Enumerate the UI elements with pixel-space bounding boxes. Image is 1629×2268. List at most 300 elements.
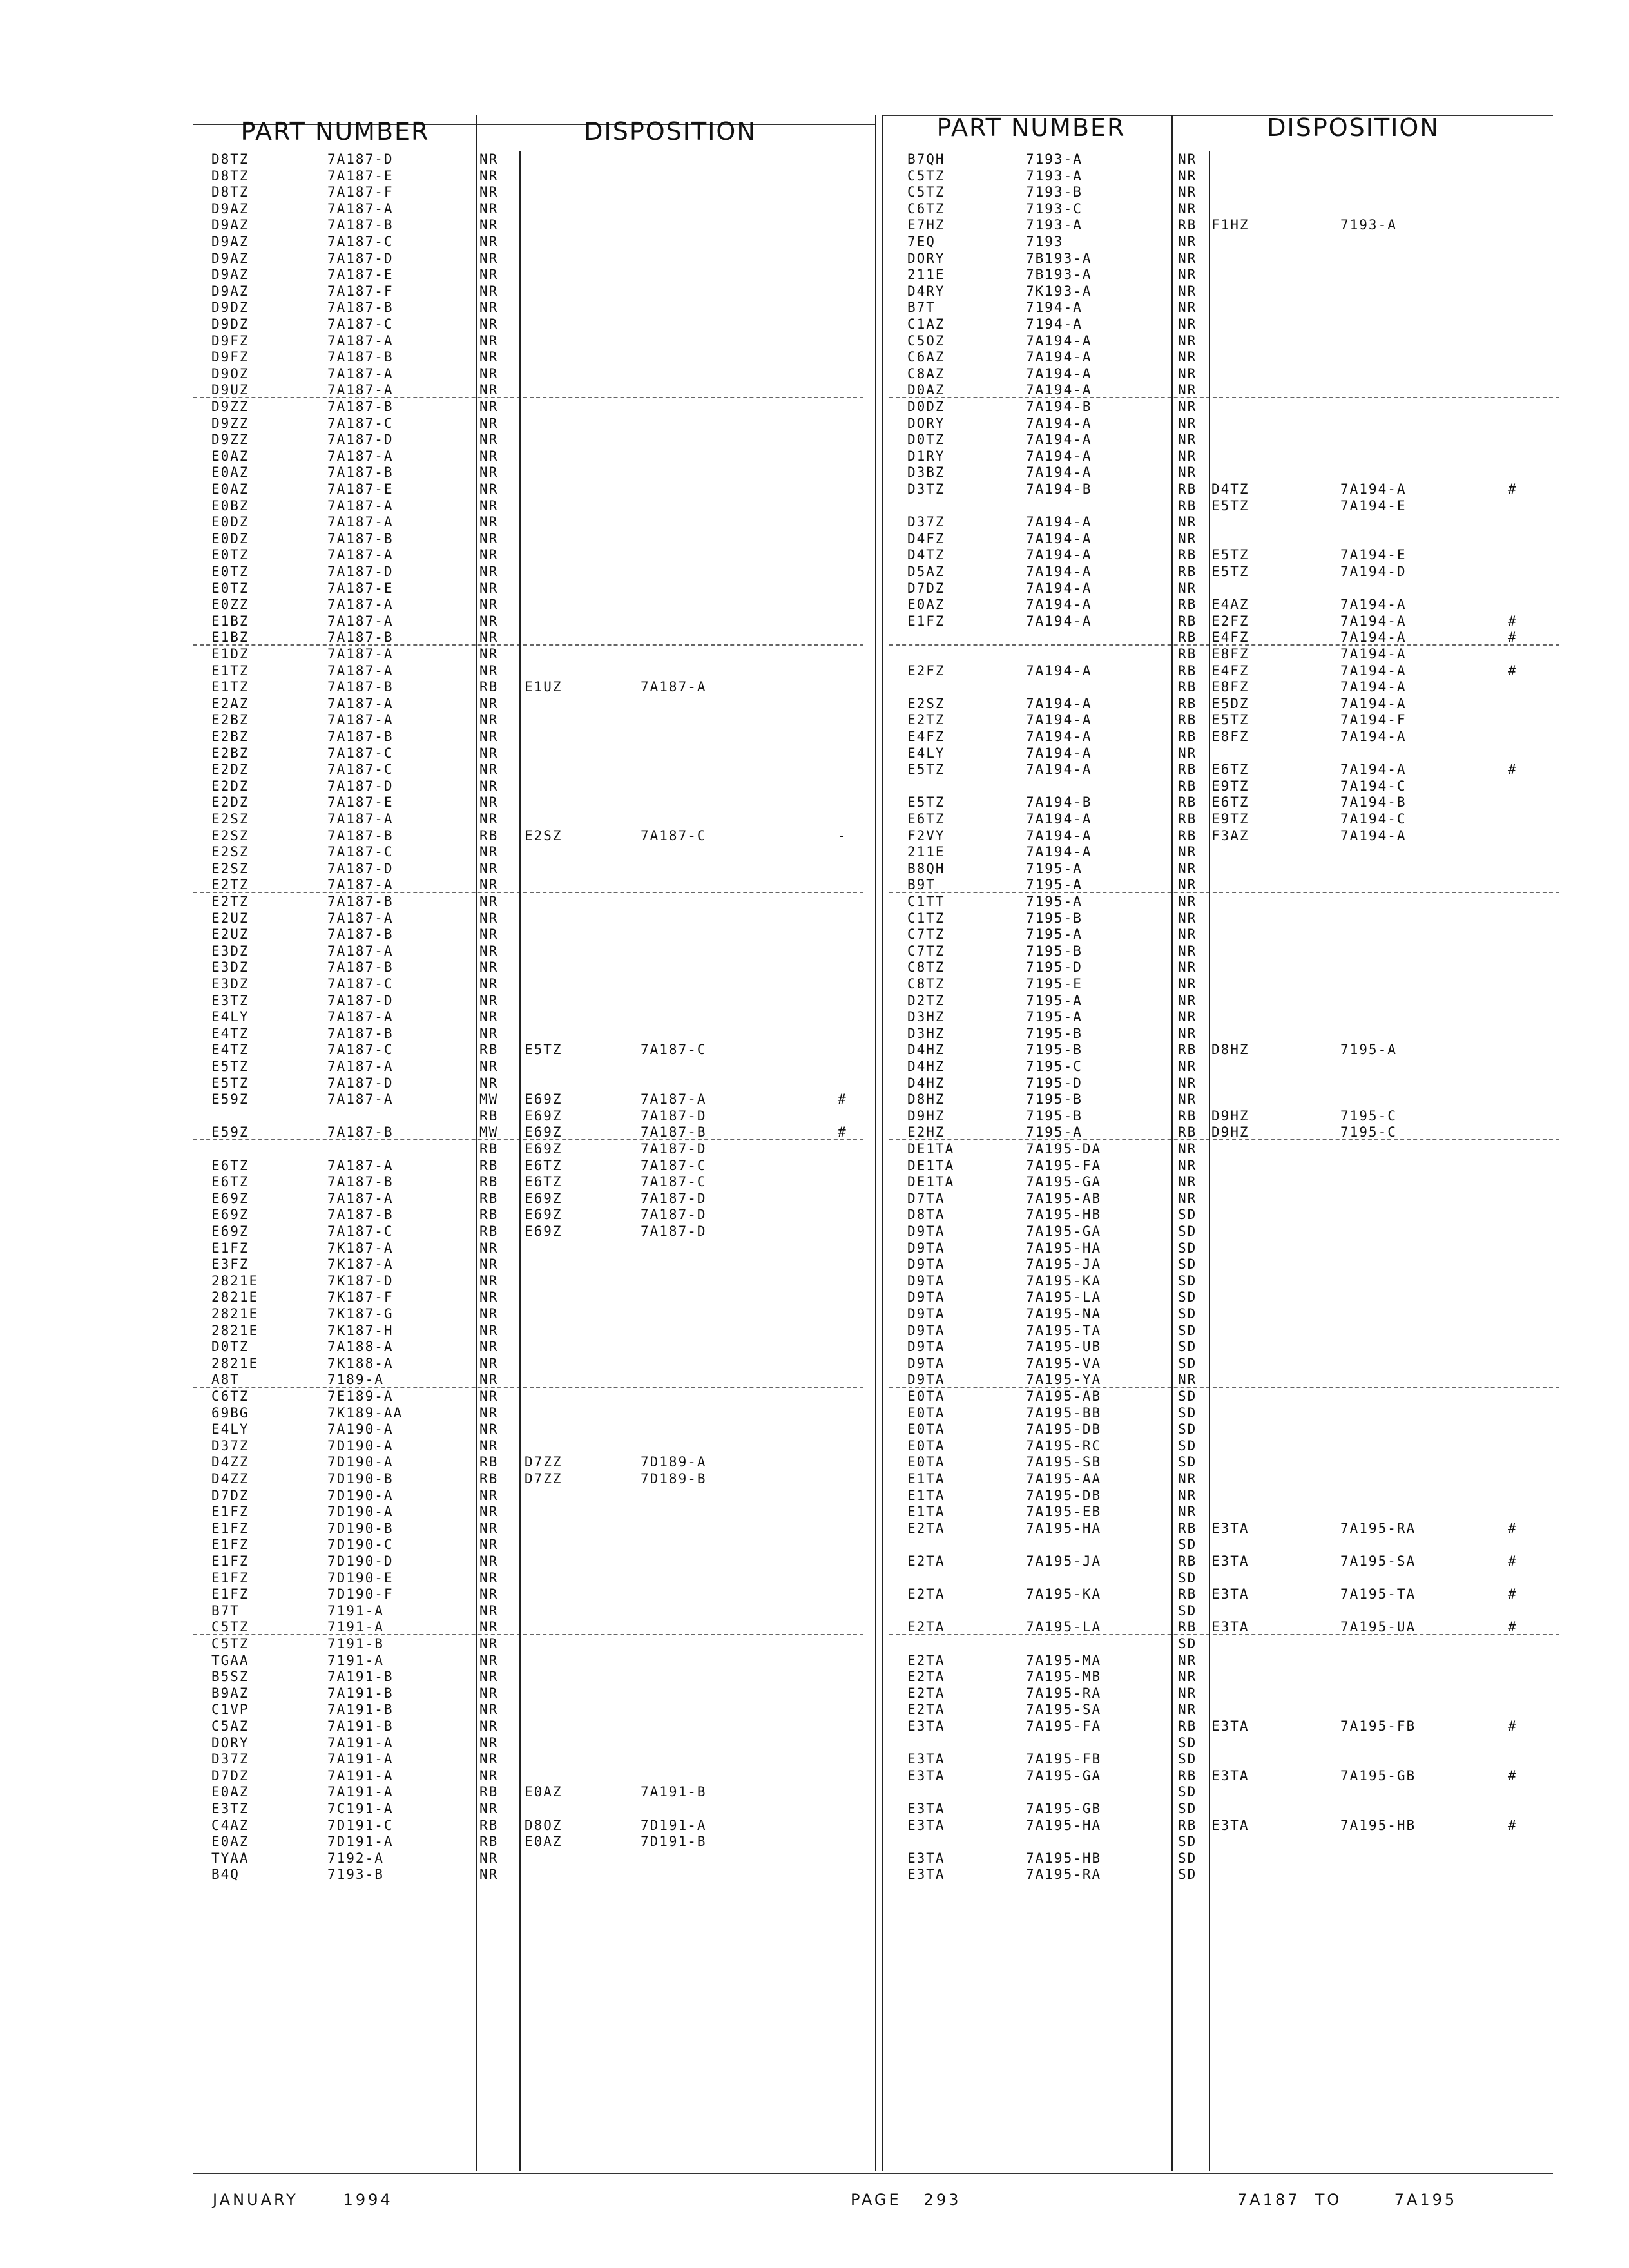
part-prefix: E2SZ: [211, 827, 249, 843]
replacement-prefix: F1HZ: [1211, 217, 1249, 233]
part-base: 7A187-E: [327, 481, 394, 497]
disposition-code: SD: [1178, 1636, 1197, 1651]
replacement-base: 7195-A: [1340, 1042, 1397, 1058]
part-prefix: E3TA: [907, 1817, 945, 1833]
replacement-prefix: E5DZ: [1211, 695, 1249, 711]
part-base: 7A191-B: [327, 1718, 394, 1734]
disposition-code: NR: [1178, 316, 1197, 332]
disposition-code: RB: [1178, 811, 1197, 827]
replacement-base: 7A194-A: [1340, 762, 1407, 778]
part-prefix: E3TA: [907, 1718, 945, 1734]
part-prefix: D9AZ: [211, 267, 249, 283]
part-base: 7A187-B: [327, 827, 394, 843]
part-prefix: E2UZ: [211, 927, 249, 943]
part-base: 7A187-B: [327, 349, 394, 365]
replacement-base: 7A195-UA: [1340, 1619, 1416, 1635]
disposition-code: NR: [1178, 349, 1197, 365]
part-prefix: A8T: [211, 1372, 240, 1388]
left-nr-divider: [476, 115, 477, 2171]
part-prefix: D4FZ: [907, 530, 945, 546]
replacement-prefix: D7ZZ: [525, 1471, 563, 1486]
part-base: 7A187-D: [327, 432, 394, 448]
disposition-code: RB: [479, 1141, 499, 1157]
replacement-base: 7A194-A: [1340, 597, 1407, 613]
disposition-code: SD: [1178, 1602, 1197, 1619]
right-nr-divider: [1171, 115, 1173, 2171]
part-base: 7A194-A: [1026, 415, 1092, 431]
disposition-code: RB: [1178, 1520, 1197, 1536]
part-prefix: D7DZ: [211, 1767, 249, 1783]
disposition-code: NR: [479, 1702, 499, 1718]
disposition-code: NR: [1178, 465, 1197, 481]
replacement-prefix: D9HZ: [1211, 1124, 1249, 1140]
note-mark: #: [1508, 613, 1518, 629]
part-prefix: C1TZ: [907, 910, 945, 926]
part-base: 7A187-A: [327, 547, 394, 563]
disposition-code: NR: [479, 1322, 499, 1338]
part-prefix: E6TZ: [211, 1174, 249, 1190]
left-part-number-header: PART NUMBER: [240, 117, 430, 146]
disposition-code: MW: [479, 1124, 499, 1140]
replacement-base: 7A195-TA: [1340, 1586, 1416, 1602]
replacement-prefix: E5TZ: [1211, 497, 1249, 514]
part-prefix: D9TA: [907, 1339, 945, 1355]
part-base: 7195-D: [1026, 959, 1083, 975]
part-prefix: D0AZ: [907, 382, 945, 398]
disposition-code: NR: [1178, 1372, 1197, 1388]
replacement-prefix: E8FZ: [1211, 646, 1249, 662]
part-prefix: E0AZ: [211, 481, 249, 497]
part-prefix: D37Z: [907, 514, 945, 530]
part-base: 7A195-AA: [1026, 1471, 1102, 1486]
part-prefix: D5AZ: [907, 564, 945, 579]
replacement-prefix: E4FZ: [1211, 629, 1249, 646]
part-prefix: E2TA: [907, 1520, 945, 1536]
part-prefix: E0AZ: [211, 465, 249, 481]
part-base: 7K188-A: [327, 1355, 394, 1371]
left-disposition-header: DISPOSITION: [584, 117, 757, 146]
part-base: 7A194-A: [1026, 530, 1092, 546]
part-base: 7A187-D: [327, 1075, 394, 1091]
part-base: 7A187-E: [327, 168, 394, 184]
disposition-code: RB: [479, 1042, 499, 1058]
part-prefix: E1TA: [907, 1471, 945, 1486]
part-prefix: E2SZ: [211, 844, 249, 860]
part-base: 7A187-D: [327, 250, 394, 266]
part-base: 7195-A: [1026, 894, 1083, 909]
replacement-prefix: E69Z: [525, 1091, 563, 1108]
disposition-code: NR: [1178, 1504, 1197, 1520]
disposition-code: NR: [1178, 1471, 1197, 1486]
note-mark: #: [838, 1124, 847, 1140]
part-prefix: D9AZ: [211, 283, 249, 299]
part-prefix: E2BZ: [211, 745, 249, 761]
replacement-prefix: E6TZ: [1211, 762, 1249, 778]
part-base: 7A187-A: [327, 332, 394, 349]
part-base: 7A194-A: [1026, 597, 1092, 613]
replacement-base: 7195-C: [1340, 1124, 1397, 1140]
part-prefix: D4HZ: [907, 1042, 945, 1058]
replacement-prefix: E3TA: [1211, 1817, 1249, 1833]
disposition-code: RB: [479, 1834, 499, 1850]
part-base: 7E189-A: [327, 1389, 394, 1404]
disposition-code: NR: [1178, 365, 1197, 381]
part-base: 7A187-B: [327, 399, 394, 414]
part-prefix: E2FZ: [907, 662, 945, 678]
disposition-code: SD: [1178, 1207, 1197, 1223]
part-base: 7A194-A: [1026, 811, 1092, 827]
part-prefix: C5TZ: [907, 168, 945, 184]
part-prefix: E4TZ: [211, 1042, 249, 1058]
disposition-code: RB: [479, 1174, 499, 1190]
disposition-code: NR: [479, 662, 499, 678]
disposition-code: NR: [479, 1075, 499, 1091]
part-base: 7193-B: [1026, 184, 1083, 200]
disposition-code: RB: [1178, 778, 1197, 794]
replacement-base: 7A187-B: [641, 1124, 707, 1140]
part-base: 7A187-C: [327, 415, 394, 431]
disposition-code: RB: [479, 1454, 499, 1470]
disposition-code: NR: [1178, 927, 1197, 943]
part-prefix: D3HZ: [907, 1009, 945, 1025]
part-base: 7A194-A: [1026, 432, 1092, 448]
part-base: 7A194-B: [1026, 399, 1092, 414]
part-prefix: E2AZ: [211, 695, 249, 711]
note-mark: #: [1508, 762, 1518, 778]
part-prefix: D9ZZ: [211, 399, 249, 414]
part-prefix: E5TZ: [907, 794, 945, 811]
disposition-code: SD: [1178, 1289, 1197, 1305]
disposition-code: RB: [1178, 217, 1197, 233]
disposition-code: NR: [1178, 959, 1197, 975]
part-base: 7A195-AB: [1026, 1190, 1102, 1206]
disposition-code: NR: [479, 1850, 499, 1866]
part-prefix: 2821E: [211, 1273, 259, 1289]
disposition-code: NR: [479, 481, 499, 497]
disposition-code: NR: [479, 448, 499, 464]
part-base: 7A187-C: [327, 844, 394, 860]
part-base: 7A191-B: [327, 1669, 394, 1685]
disposition-code: NR: [479, 992, 499, 1008]
disposition-code: NR: [479, 1405, 499, 1421]
part-base: 7A194-A: [1026, 465, 1092, 481]
part-prefix: E7HZ: [907, 217, 945, 233]
part-prefix: E2TA: [907, 1685, 945, 1701]
part-prefix: E4LY: [907, 745, 945, 761]
disposition-code: NR: [479, 811, 499, 827]
part-base: 7A187-B: [327, 927, 394, 943]
disposition-code: NR: [479, 349, 499, 365]
part-prefix: C6AZ: [907, 349, 945, 365]
replacement-prefix: E69Z: [525, 1108, 563, 1124]
disposition-code: RB: [1178, 729, 1197, 744]
disposition-code: NR: [479, 1009, 499, 1025]
disposition-code: NR: [479, 267, 499, 283]
disposition-code: NR: [1178, 530, 1197, 546]
part-prefix: D9TA: [907, 1240, 945, 1256]
part-prefix: E2DZ: [211, 794, 249, 811]
disposition-code: NR: [479, 1586, 499, 1602]
part-base: 7A195-RA: [1026, 1685, 1102, 1701]
part-base: 7A194-A: [1026, 514, 1092, 530]
part-prefix: E1TZ: [211, 662, 249, 678]
disposition-code: NR: [479, 547, 499, 563]
disposition-code: NR: [479, 1751, 499, 1767]
part-base: 7A187-B: [327, 679, 394, 695]
replacement-prefix: E3TA: [1211, 1586, 1249, 1602]
disposition-code: NR: [479, 250, 499, 266]
part-prefix: E2TA: [907, 1652, 945, 1668]
part-prefix: D4HZ: [907, 1059, 945, 1074]
replacement-prefix: E6TZ: [525, 1174, 563, 1190]
part-base: 7A187-C: [327, 234, 394, 249]
center-rule-b: [882, 115, 883, 2171]
replacement-base: 7A194-D: [1340, 564, 1407, 579]
replacement-base: 7A195-SA: [1340, 1553, 1416, 1569]
part-base: 7A187-D: [327, 860, 394, 876]
part-base: 7191-A: [327, 1619, 384, 1635]
disposition-code: NR: [1178, 1141, 1197, 1157]
part-prefix: E0TZ: [211, 564, 249, 579]
part-base: 7A187-E: [327, 580, 394, 596]
part-prefix: E2TZ: [211, 894, 249, 909]
disposition-code: NR: [479, 597, 499, 613]
part-prefix: E69Z: [211, 1207, 249, 1223]
replacement-prefix: E69Z: [525, 1190, 563, 1206]
replacement-base: 7D189-A: [641, 1454, 707, 1470]
part-prefix: C7TZ: [907, 943, 945, 959]
disposition-code: NR: [1178, 184, 1197, 200]
part-base: 7A195-DB: [1026, 1487, 1102, 1503]
replacement-prefix: E69Z: [525, 1141, 563, 1157]
disposition-code: NR: [479, 745, 499, 761]
disposition-code: SD: [1178, 1784, 1197, 1800]
part-prefix: E5TZ: [211, 1059, 249, 1074]
replacement-prefix: E8FZ: [1211, 729, 1249, 744]
right-part-number-header: PART NUMBER: [936, 113, 1126, 142]
disposition-code: NR: [479, 762, 499, 778]
replacement-base: 7195-C: [1340, 1108, 1397, 1124]
disposition-code: RB: [1178, 695, 1197, 711]
disposition-code: SD: [1178, 1735, 1197, 1751]
disposition-code: NR: [1178, 399, 1197, 414]
disposition-code: RB: [1178, 1718, 1197, 1734]
group-separator: [193, 644, 863, 646]
disposition-code: RB: [479, 1190, 499, 1206]
part-base: 7B193-A: [1026, 267, 1092, 283]
disposition-code: NR: [1178, 300, 1197, 316]
part-base: 7A187-B: [327, 1124, 394, 1140]
disposition-code: NR: [479, 1553, 499, 1569]
disposition-code: NR: [1178, 877, 1197, 893]
part-base: 7A195-NA: [1026, 1306, 1102, 1321]
replacement-base: 7A194-A: [1340, 613, 1407, 629]
disposition-code: NR: [479, 646, 499, 662]
disposition-code: RB: [1178, 564, 1197, 579]
part-prefix: F2VY: [907, 827, 945, 843]
part-base: 7D190-D: [327, 1553, 394, 1569]
part-base: 7A195-HB: [1026, 1850, 1102, 1866]
part-prefix: E3TA: [907, 1801, 945, 1816]
part-prefix: D9TA: [907, 1355, 945, 1371]
disposition-code: NR: [479, 959, 499, 975]
disposition-code: SD: [1178, 1437, 1197, 1454]
part-base: 7D191-C: [327, 1817, 394, 1833]
part-prefix: 2821E: [211, 1289, 259, 1305]
part-base: 7195-B: [1026, 943, 1083, 959]
part-prefix: TGAA: [211, 1652, 249, 1668]
replacement-base: 7A194-E: [1340, 547, 1407, 563]
disposition-code: NR: [479, 530, 499, 546]
part-base: 7A187-C: [327, 762, 394, 778]
disposition-code: RB: [1178, 481, 1197, 497]
group-separator: [889, 1634, 1559, 1635]
replacement-base: 7A191-B: [641, 1784, 707, 1800]
part-prefix: D9FZ: [211, 332, 249, 349]
part-base: 7A194-A: [1026, 349, 1092, 365]
disposition-code: NR: [1178, 1652, 1197, 1668]
disposition-code: NR: [1178, 151, 1197, 167]
disposition-code: SD: [1178, 1850, 1197, 1866]
part-base: 7A195-GB: [1026, 1801, 1102, 1816]
disposition-code: NR: [479, 1767, 499, 1783]
part-prefix: D4ZZ: [211, 1471, 249, 1486]
note-mark: #: [1508, 1520, 1518, 1536]
disposition-code: NR: [1178, 1174, 1197, 1190]
group-separator: [889, 397, 1559, 398]
part-base: 7A187-C: [327, 316, 394, 332]
part-prefix: C5AZ: [211, 1718, 249, 1734]
part-base: 7A195-MB: [1026, 1669, 1102, 1685]
part-base: 7A187-A: [327, 1190, 394, 1206]
replacement-base: 7A195-HB: [1340, 1817, 1416, 1833]
part-base: 7A195-HA: [1026, 1520, 1102, 1536]
group-separator: [193, 892, 863, 893]
part-base: 7A187-F: [327, 184, 394, 200]
group-separator: [193, 1634, 863, 1635]
replacement-base: 7A187-A: [641, 1091, 707, 1108]
part-prefix: E2SZ: [907, 695, 945, 711]
part-base: 7195-C: [1026, 1059, 1083, 1074]
part-base: 7A194-B: [1026, 481, 1092, 497]
part-prefix: D37Z: [211, 1437, 249, 1454]
disposition-code: SD: [1178, 1256, 1197, 1273]
disposition-code: RB: [479, 679, 499, 695]
disposition-code: NR: [479, 1570, 499, 1586]
disposition-code: NR: [479, 1867, 499, 1883]
part-prefix: E3TA: [907, 1751, 945, 1767]
part-base: 7D190-A: [327, 1437, 394, 1454]
replacement-prefix: E4FZ: [1211, 662, 1249, 678]
note-mark: #: [1508, 1619, 1518, 1635]
right-code-divider: [1209, 151, 1210, 2171]
part-base: 7A194-A: [1026, 712, 1092, 728]
replacement-base: 7A195-FB: [1340, 1718, 1416, 1734]
part-base: 7A187-A: [327, 613, 394, 629]
replacement-base: 7A187-C: [641, 827, 707, 843]
disposition-code: NR: [479, 465, 499, 481]
group-separator: [889, 1387, 1559, 1388]
part-prefix: E3DZ: [211, 959, 249, 975]
disposition-code: NR: [479, 564, 499, 579]
replacement-prefix: E3TA: [1211, 1718, 1249, 1734]
disposition-code: NR: [479, 1059, 499, 1074]
part-prefix: B7T: [907, 300, 936, 316]
part-prefix: E0DZ: [211, 530, 249, 546]
part-prefix: E3DZ: [211, 943, 249, 959]
footer-range: 7A187 TO 7A195: [1237, 2191, 1458, 2209]
disposition-code: NR: [479, 399, 499, 414]
part-prefix: E1FZ: [211, 1586, 249, 1602]
replacement-prefix: E5TZ: [525, 1042, 563, 1058]
part-prefix: E2TZ: [211, 877, 249, 893]
part-base: 7A195-SB: [1026, 1454, 1102, 1470]
disposition-code: RB: [1178, 679, 1197, 695]
part-base: 7A195-DB: [1026, 1421, 1102, 1437]
disposition-code: NR: [479, 1240, 499, 1256]
replacement-prefix: F3AZ: [1211, 827, 1249, 843]
group-separator: [193, 397, 863, 398]
part-base: 7A187-E: [327, 267, 394, 283]
part-prefix: E5TZ: [907, 762, 945, 778]
part-base: 7A195-TA: [1026, 1322, 1102, 1338]
disposition-code: NR: [1178, 382, 1197, 398]
part-prefix: C8TZ: [907, 959, 945, 975]
part-prefix: E6TZ: [211, 1157, 249, 1173]
part-base: 7192-A: [327, 1850, 384, 1866]
part-base: 7A194-A: [1026, 564, 1092, 579]
part-prefix: C6TZ: [907, 200, 945, 216]
part-base: 7A195-RA: [1026, 1867, 1102, 1883]
part-base: 7A187-C: [327, 1224, 394, 1239]
part-base: 7A191-B: [327, 1702, 394, 1718]
part-base: 7195-A: [1026, 1124, 1083, 1140]
part-prefix: E2HZ: [907, 1124, 945, 1140]
disposition-code: NR: [479, 613, 499, 629]
part-base: 7A195-KA: [1026, 1586, 1102, 1602]
part-prefix: D3TZ: [907, 481, 945, 497]
part-base: 7A187-A: [327, 514, 394, 530]
part-prefix: D0DZ: [907, 399, 945, 414]
part-base: 7195-A: [1026, 992, 1083, 1008]
part-base: 7K187-H: [327, 1322, 394, 1338]
part-prefix: D3BZ: [907, 465, 945, 481]
part-prefix: E0AZ: [211, 1784, 249, 1800]
part-prefix: D4ZZ: [211, 1454, 249, 1470]
part-base: 7A195-YA: [1026, 1372, 1102, 1388]
disposition-code: SD: [1178, 1322, 1197, 1338]
part-base: 7A187-D: [327, 151, 394, 167]
disposition-code: NR: [479, 1339, 499, 1355]
note-mark: -: [838, 827, 847, 843]
part-base: 7A187-B: [327, 1174, 394, 1190]
disposition-code: NR: [479, 1487, 499, 1503]
replacement-prefix: E69Z: [525, 1207, 563, 1223]
disposition-code: SD: [1178, 1389, 1197, 1404]
part-prefix: E1FZ: [211, 1504, 249, 1520]
disposition-code: RB: [479, 1784, 499, 1800]
replacement-prefix: E2SZ: [525, 827, 563, 843]
disposition-code: RB: [479, 1224, 499, 1239]
replacement-prefix: E3TA: [1211, 1520, 1249, 1536]
part-base: 7195-D: [1026, 1075, 1083, 1091]
part-prefix: E3DZ: [211, 976, 249, 992]
disposition-code: SD: [1178, 1751, 1197, 1767]
part-prefix: C1TT: [907, 894, 945, 909]
disposition-code: NR: [479, 729, 499, 744]
part-base: 7A187-A: [327, 597, 394, 613]
part-base: 7A187-B: [327, 1025, 394, 1041]
